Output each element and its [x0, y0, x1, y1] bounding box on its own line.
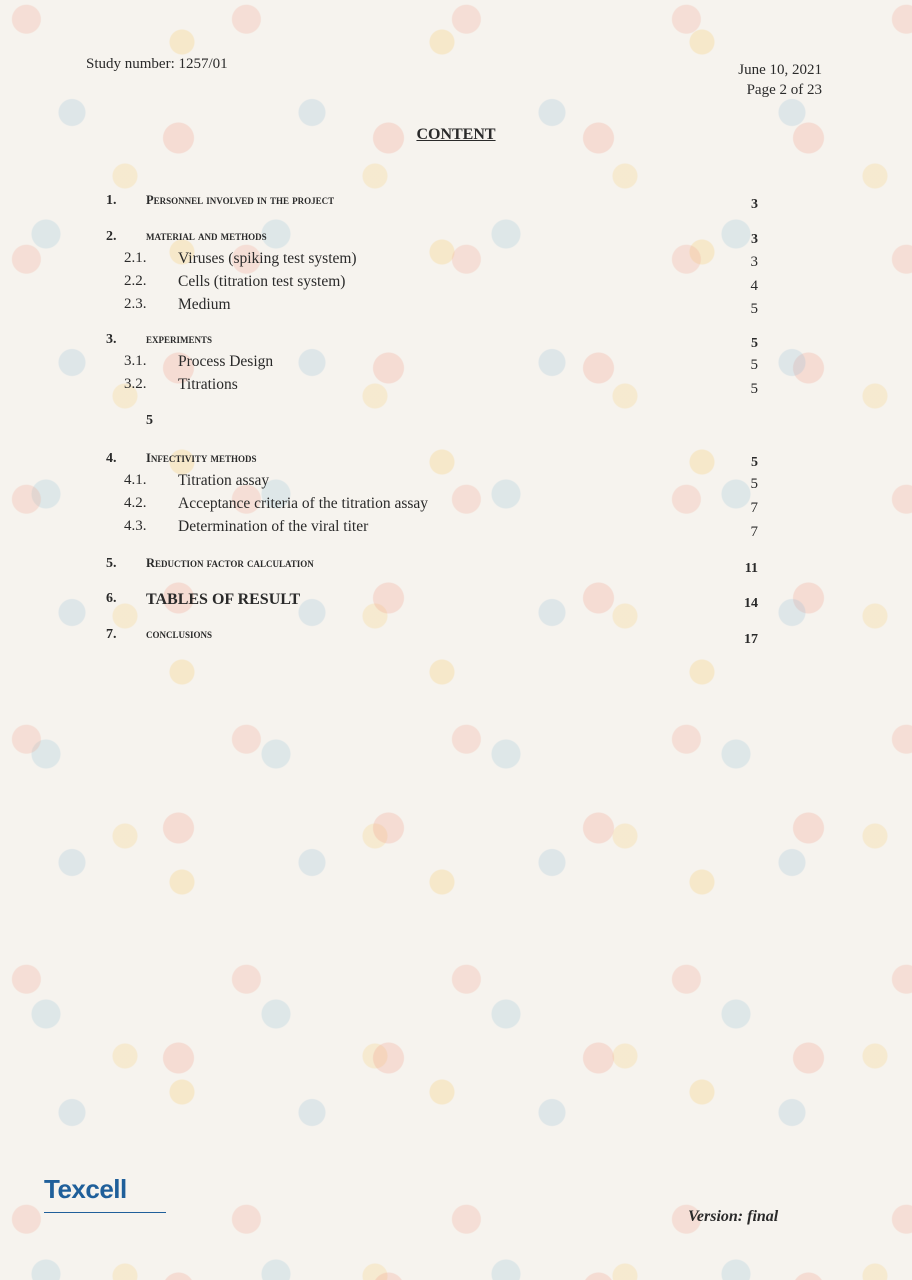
- version-label: Version: final: [688, 1208, 779, 1225]
- toc-entry: 4.2. Acceptance criteria of the titration assay 7: [124, 495, 758, 516]
- toc-entry: 4.1. Titration assay 5: [124, 472, 758, 492]
- toc-entry: 3.1. Process Design 5: [124, 353, 758, 373]
- toc-entry: 1. Personnel involved in the project 3: [106, 193, 758, 212]
- toc-entry: 4. Infectivity methods 5: [106, 451, 758, 470]
- toc-entry: 2.1. Viruses (spiking test system) 3: [124, 250, 758, 270]
- page-number: Page 2 of 23: [746, 82, 822, 98]
- study-number: Study number: 1257/01: [86, 56, 228, 72]
- texcell-logo: Texcell: [44, 1174, 127, 1204]
- toc-entry: 5. Reduction factor calculation 11: [106, 556, 758, 576]
- page-title: CONTENT: [416, 126, 496, 143]
- toc-entry: 4.3. Determination of the viral titer 7: [124, 518, 758, 540]
- header-right: [738, 60, 822, 100]
- toc-entry: 2.2. Cells (titration test system) 4: [124, 273, 758, 294]
- toc-entry: 6. TABLES OF RESULT 14: [106, 591, 758, 611]
- document-date: June 10, 2021: [738, 62, 822, 78]
- toc-entry: 2. material and methods 3: [106, 229, 758, 247]
- toc-entry: 3.2. Titrations 5: [124, 376, 758, 397]
- toc-entry: 3. experiments 5: [106, 332, 758, 351]
- stray-page-number: 5: [146, 413, 153, 428]
- toc-entry: 7. conclusions 17: [106, 627, 758, 647]
- logo-underline: [44, 1212, 166, 1213]
- toc-entry: 2.3. Medium 5: [124, 296, 758, 317]
